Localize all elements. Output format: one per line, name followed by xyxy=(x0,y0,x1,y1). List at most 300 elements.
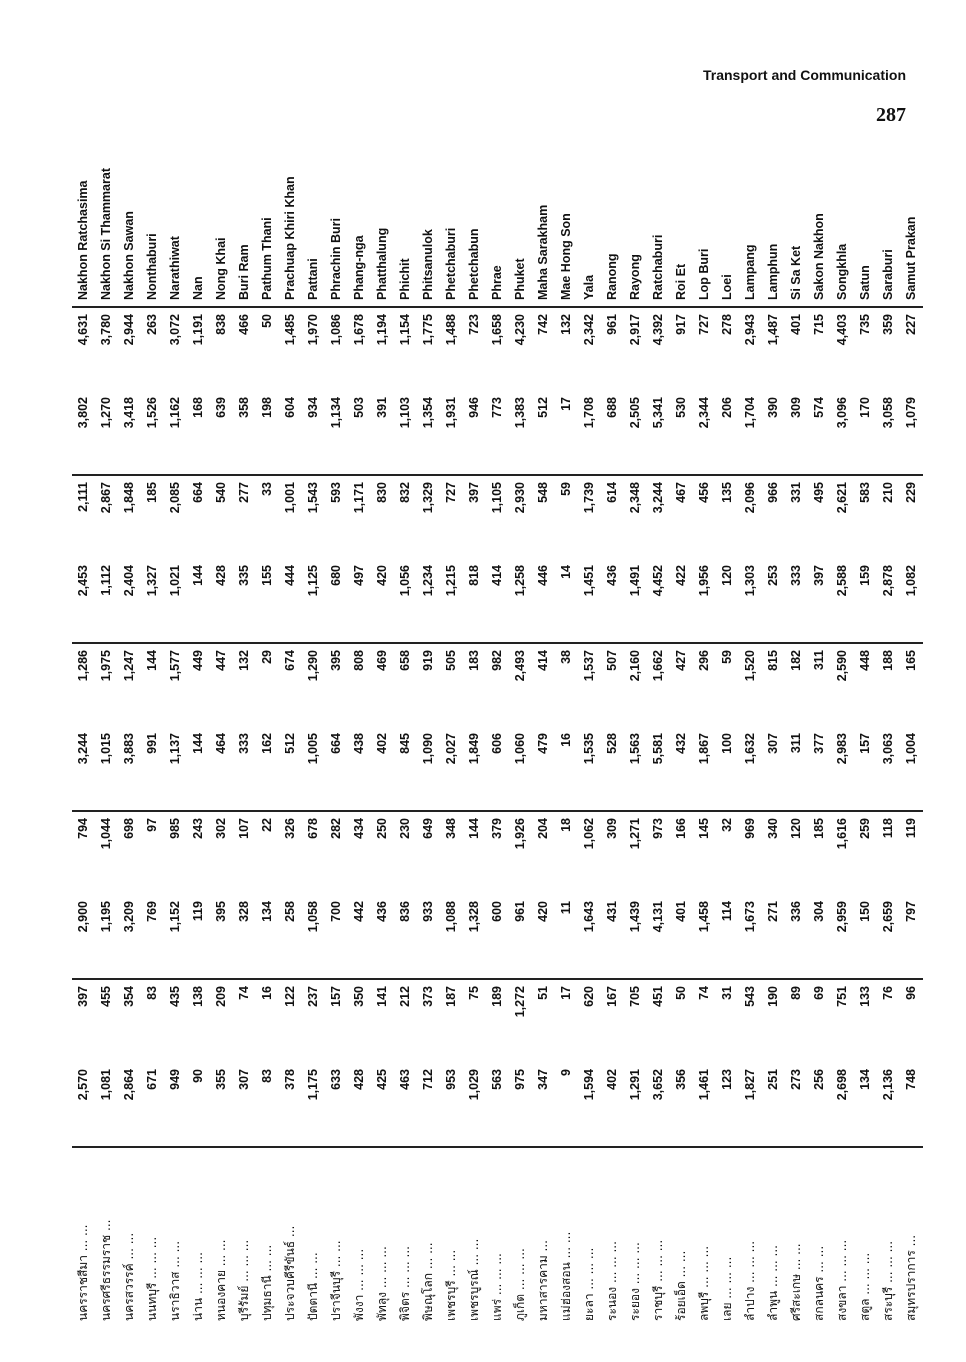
table-body xyxy=(72,85,923,1327)
value-cell: 438 xyxy=(348,727,371,811)
table-row xyxy=(555,85,578,1327)
province-english-name: Mae Hong Son xyxy=(555,85,578,307)
province-english-name: Phetchaburi xyxy=(440,85,463,307)
value-cell: 50 xyxy=(260,314,274,328)
value-cell: 359 xyxy=(881,314,895,335)
value-cell: 1,329 xyxy=(421,482,435,514)
value-cell: 934 xyxy=(302,391,325,475)
value-cell: 1,461 xyxy=(693,1063,716,1147)
value-cell: 3,063 xyxy=(877,727,900,811)
value-cell: 51 xyxy=(536,986,550,1000)
value-cell: 1,015 xyxy=(95,727,118,811)
table-row xyxy=(210,85,233,1327)
value-cell: 3,244 xyxy=(72,727,95,811)
value-cell: 1,485 xyxy=(283,314,297,346)
value-cell: 2,348 xyxy=(628,482,642,514)
value-cell: 397 xyxy=(467,482,481,503)
value-cell: 132 xyxy=(559,314,573,335)
table-row xyxy=(601,85,624,1327)
value-cell: 170 xyxy=(854,391,877,475)
value-cell: 425 xyxy=(371,1063,394,1147)
value-cell: 373 xyxy=(421,986,435,1007)
value-cell: 256 xyxy=(808,1063,831,1147)
table-row xyxy=(831,85,854,1327)
province-english-name: Lamphun xyxy=(762,85,785,307)
value-cell: 422 xyxy=(670,559,693,643)
value-cell: 469 xyxy=(375,650,389,671)
value-cell: 2,570 xyxy=(72,1063,95,1147)
value-cell: 671 xyxy=(141,1063,164,1147)
value-cell: 427 xyxy=(674,650,688,671)
value-cell: 1,616 xyxy=(835,818,849,850)
value-cell: 1,488 xyxy=(444,314,458,346)
table-row xyxy=(164,85,187,1327)
value-cell: 953 xyxy=(440,1063,463,1147)
value-cell: 9 xyxy=(555,1063,578,1147)
table-row xyxy=(509,85,532,1327)
value-cell: 123 xyxy=(716,1063,739,1147)
page-number: 287 xyxy=(876,104,906,126)
value-cell: 1,849 xyxy=(463,727,486,811)
value-cell: 3,780 xyxy=(99,314,113,346)
value-cell: 2,344 xyxy=(693,391,716,475)
value-cell: 2,453 xyxy=(72,559,95,643)
value-cell: 1,152 xyxy=(164,895,187,979)
value-cell: 1,526 xyxy=(141,391,164,475)
value-cell: 309 xyxy=(605,818,619,839)
value-cell: 633 xyxy=(325,1063,348,1147)
value-cell: 188 xyxy=(881,650,895,671)
table-row xyxy=(371,85,394,1327)
value-cell: 3,244 xyxy=(651,482,665,514)
value-cell: 444 xyxy=(279,559,302,643)
value-cell: 991 xyxy=(141,727,164,811)
value-cell: 377 xyxy=(808,727,831,811)
table-row xyxy=(187,85,210,1327)
value-cell: 1,643 xyxy=(578,895,601,979)
value-cell: 614 xyxy=(605,482,619,503)
province-english-name: Nakhon Sawan xyxy=(118,85,141,307)
province-english-name: Phitsanulok xyxy=(417,85,440,307)
value-cell: 583 xyxy=(858,482,872,503)
province-english-name: Narathiwat xyxy=(164,85,187,307)
value-cell: 11 xyxy=(555,895,578,979)
value-cell: 348 xyxy=(444,818,458,839)
value-cell: 118 xyxy=(881,818,895,839)
province-english-name: Phang-nga xyxy=(348,85,371,307)
value-cell: 309 xyxy=(785,391,808,475)
value-cell: 3,802 xyxy=(72,391,95,475)
province-thai-name: เลย ... ... ... xyxy=(720,1256,734,1321)
value-cell: 1,291 xyxy=(624,1063,647,1147)
value-cell: 464 xyxy=(210,727,233,811)
value-cell: 434 xyxy=(352,818,366,839)
value-cell: 157 xyxy=(329,986,343,1007)
value-cell: 649 xyxy=(421,818,435,839)
value-cell: 397 xyxy=(76,986,90,1007)
province-english-name: Roi Et xyxy=(670,85,693,307)
value-cell: 1,451 xyxy=(578,559,601,643)
province-english-name: Si Sa Ket xyxy=(785,85,808,307)
value-cell: 4,230 xyxy=(513,314,527,346)
province-english-name: Pathum Thani xyxy=(256,85,279,307)
value-cell: 1,105 xyxy=(490,482,504,514)
value-cell: 1,290 xyxy=(306,650,320,682)
value-cell: 723 xyxy=(467,314,481,335)
value-cell: 448 xyxy=(858,650,872,671)
value-cell: 335 xyxy=(233,559,256,643)
value-cell: 16 xyxy=(260,986,274,1000)
value-cell: 278 xyxy=(720,314,734,335)
value-cell: 2,659 xyxy=(877,895,900,979)
value-cell: 436 xyxy=(371,895,394,979)
value-cell: 347 xyxy=(532,1063,555,1147)
table-row xyxy=(417,85,440,1327)
province-thai-name: นครราชสีมา ... ... xyxy=(76,1224,90,1321)
value-cell: 543 xyxy=(743,986,757,1007)
province-english-name: Phrachin Buri xyxy=(325,85,348,307)
table-row xyxy=(279,85,302,1327)
value-cell: 144 xyxy=(145,650,159,671)
province-thai-name: ประจวบคีรีขันธ์ ... xyxy=(283,1225,297,1321)
table-row xyxy=(716,85,739,1327)
table-row xyxy=(233,85,256,1327)
value-cell: 16 xyxy=(555,727,578,811)
value-cell: 1,134 xyxy=(325,391,348,475)
province-english-name: Phetchabun xyxy=(463,85,486,307)
value-cell: 189 xyxy=(490,986,504,1007)
value-cell: 326 xyxy=(283,818,297,839)
value-cell: 512 xyxy=(532,391,555,475)
value-cell: 1,082 xyxy=(900,559,923,643)
value-cell: 919 xyxy=(421,650,435,671)
value-cell: 1,081 xyxy=(95,1063,118,1147)
value-cell: 204 xyxy=(536,818,550,839)
table-row xyxy=(693,85,716,1327)
value-cell: 198 xyxy=(256,391,279,475)
value-cell: 1,195 xyxy=(95,895,118,979)
value-cell: 961 xyxy=(605,314,619,335)
value-cell: 2,027 xyxy=(440,727,463,811)
table-row xyxy=(95,85,118,1327)
table-row xyxy=(785,85,808,1327)
province-english-name: Lampang xyxy=(739,85,762,307)
value-cell: 119 xyxy=(904,818,918,839)
province-thai-name: สระบุรี ... ... ... xyxy=(881,1240,895,1321)
table-row xyxy=(877,85,900,1327)
value-cell: 336 xyxy=(785,895,808,979)
value-cell: 2,505 xyxy=(624,391,647,475)
province-thai-name: ระนอง ... ... ... xyxy=(605,1241,619,1321)
value-cell: 3,883 xyxy=(118,727,141,811)
value-cell: 356 xyxy=(670,1063,693,1147)
value-cell: 1,594 xyxy=(578,1063,601,1147)
rotated-table-container xyxy=(72,135,918,1327)
value-cell: 253 xyxy=(762,559,785,643)
value-cell: 1,543 xyxy=(306,482,320,514)
value-cell: 1,662 xyxy=(651,650,665,682)
value-cell: 1,848 xyxy=(122,482,136,514)
value-cell: 32 xyxy=(720,818,734,832)
province-thai-name: สมุทรปราการ ... xyxy=(904,1234,918,1321)
value-cell: 3,096 xyxy=(831,391,854,475)
value-cell: 185 xyxy=(145,482,159,503)
province-thai-name: แม่ฮ่องสอน ... ... xyxy=(559,1231,573,1321)
value-cell: 74 xyxy=(237,986,251,1000)
value-cell: 120 xyxy=(716,559,739,643)
value-cell: 678 xyxy=(306,818,320,839)
value-cell: 107 xyxy=(237,818,251,839)
value-cell: 354 xyxy=(122,986,136,1007)
value-cell: 727 xyxy=(697,314,711,335)
value-cell: 5,341 xyxy=(647,391,670,475)
value-cell: 1,867 xyxy=(693,727,716,811)
value-cell: 304 xyxy=(808,895,831,979)
province-thai-name: นครสวรรค์ ... ... xyxy=(122,1232,136,1321)
value-cell: 119 xyxy=(187,895,210,979)
value-cell: 2,136 xyxy=(877,1063,900,1147)
value-cell: 1,704 xyxy=(739,391,762,475)
value-cell: 845 xyxy=(394,727,417,811)
value-cell: 18 xyxy=(559,818,573,832)
table-row xyxy=(762,85,785,1327)
province-english-name: Pattani xyxy=(302,85,325,307)
value-cell: 1,029 xyxy=(463,1063,486,1147)
value-cell: 83 xyxy=(145,986,159,1000)
value-cell: 432 xyxy=(670,727,693,811)
table-row xyxy=(141,85,164,1327)
value-cell: 182 xyxy=(789,650,803,671)
province-english-name: Nonthaburi xyxy=(141,85,164,307)
value-cell: 797 xyxy=(900,895,923,979)
value-cell: 466 xyxy=(237,314,251,335)
province-thai-name: ระยอง ... ... ... xyxy=(628,1242,642,1321)
table-row xyxy=(118,85,141,1327)
value-cell: 273 xyxy=(785,1063,808,1147)
table-row xyxy=(302,85,325,1327)
value-cell: 700 xyxy=(325,895,348,979)
value-cell: 145 xyxy=(697,818,711,839)
province-english-name: Saraburi xyxy=(877,85,900,307)
value-cell: 187 xyxy=(444,986,458,1007)
value-cell: 96 xyxy=(904,986,918,1000)
value-cell: 735 xyxy=(858,314,872,335)
table-row xyxy=(440,85,463,1327)
value-cell: 946 xyxy=(463,391,486,475)
value-cell: 664 xyxy=(191,482,205,503)
value-cell: 1,926 xyxy=(513,818,527,850)
value-cell: 966 xyxy=(766,482,780,503)
value-cell: 1,215 xyxy=(440,559,463,643)
value-cell: 76 xyxy=(881,986,895,1000)
value-cell: 604 xyxy=(279,391,302,475)
value-cell: 1,827 xyxy=(739,1063,762,1147)
value-cell: 1,058 xyxy=(302,895,325,979)
province-thai-name: ลพบุรี ... ... ... xyxy=(697,1245,711,1321)
value-cell: 1,537 xyxy=(582,650,596,682)
value-cell: 390 xyxy=(762,391,785,475)
value-cell: 358 xyxy=(233,391,256,475)
province-english-name: Lop Buri xyxy=(693,85,716,307)
value-cell: 620 xyxy=(582,986,596,1007)
value-cell: 307 xyxy=(233,1063,256,1147)
value-cell: 263 xyxy=(145,314,159,335)
value-cell: 715 xyxy=(812,314,826,335)
value-cell: 150 xyxy=(854,895,877,979)
value-cell: 742 xyxy=(536,314,550,335)
value-cell: 155 xyxy=(256,559,279,643)
value-cell: 397 xyxy=(808,559,831,643)
value-cell: 157 xyxy=(854,727,877,811)
value-cell: 2,621 xyxy=(835,482,849,514)
value-cell: 1,005 xyxy=(302,727,325,811)
value-cell: 1,673 xyxy=(739,895,762,979)
value-cell: 350 xyxy=(352,986,366,1007)
table-row xyxy=(578,85,601,1327)
value-cell: 167 xyxy=(605,986,619,1007)
value-cell: 328 xyxy=(233,895,256,979)
value-cell: 391 xyxy=(371,391,394,475)
value-cell: 1,956 xyxy=(693,559,716,643)
province-thai-name: นครศรีธรรมราช ... xyxy=(99,1219,113,1321)
value-cell: 185 xyxy=(812,818,826,839)
value-cell: 815 xyxy=(766,650,780,671)
value-cell: 2,342 xyxy=(582,314,596,346)
value-cell: 600 xyxy=(486,895,509,979)
value-cell: 212 xyxy=(398,986,412,1007)
value-cell: 402 xyxy=(601,1063,624,1147)
value-cell: 134 xyxy=(256,895,279,979)
value-cell: 1,975 xyxy=(99,650,113,682)
value-cell: 17 xyxy=(555,391,578,475)
value-cell: 258 xyxy=(279,895,302,979)
value-cell: 250 xyxy=(375,818,389,839)
value-cell: 1,103 xyxy=(394,391,417,475)
table-row xyxy=(854,85,877,1327)
value-cell: 1,191 xyxy=(191,314,205,346)
value-cell: 455 xyxy=(99,986,113,1007)
value-cell: 14 xyxy=(555,559,578,643)
value-cell: 705 xyxy=(628,986,642,1007)
value-cell: 1,632 xyxy=(739,727,762,811)
province-english-name: Loei xyxy=(716,85,739,307)
value-cell: 1,327 xyxy=(141,559,164,643)
value-cell: 1,194 xyxy=(375,314,389,346)
value-cell: 446 xyxy=(532,559,555,643)
value-cell: 29 xyxy=(260,650,274,664)
value-cell: 340 xyxy=(766,818,780,839)
value-cell: 917 xyxy=(674,314,688,335)
province-thai-name: ลำพูน ... ... ... xyxy=(766,1245,780,1321)
value-cell: 209 xyxy=(214,986,228,1007)
value-cell: 674 xyxy=(283,650,297,671)
value-cell: 210 xyxy=(881,482,895,503)
value-cell: 1,286 xyxy=(76,650,90,682)
value-cell: 1,021 xyxy=(164,559,187,643)
value-cell: 190 xyxy=(766,986,780,1007)
province-english-name: Prachuap Khiri Khan xyxy=(279,85,302,307)
value-cell: 3,418 xyxy=(118,391,141,475)
value-cell: 1,162 xyxy=(164,391,187,475)
value-cell: 59 xyxy=(559,482,573,496)
value-cell: 4,403 xyxy=(835,314,849,346)
value-cell: 1,044 xyxy=(99,818,113,850)
value-cell: 22 xyxy=(260,818,274,832)
value-cell: 333 xyxy=(785,559,808,643)
province-english-name: Ratchaburi xyxy=(647,85,670,307)
value-cell: 3,209 xyxy=(118,895,141,979)
province-thai-name: พิจิตร ... ... ... xyxy=(398,1246,412,1321)
value-cell: 2,698 xyxy=(831,1063,854,1147)
table-row xyxy=(532,85,555,1327)
value-cell: 497 xyxy=(348,559,371,643)
table-row xyxy=(486,85,509,1327)
value-cell: 333 xyxy=(233,727,256,811)
value-cell: 748 xyxy=(900,1063,923,1147)
value-cell: 664 xyxy=(325,727,348,811)
province-english-name: Phatthalung xyxy=(371,85,394,307)
province-english-name: Songkhla xyxy=(831,85,854,307)
province-thai-name: ปัตตานี ... ... xyxy=(306,1252,320,1321)
value-cell: 2,493 xyxy=(513,650,527,682)
value-cell: 2,867 xyxy=(99,482,113,514)
value-cell: 2,160 xyxy=(628,650,642,682)
province-thai-name: ร้อยเอ็ด ... ... xyxy=(674,1250,688,1321)
value-cell: 698 xyxy=(122,818,136,839)
value-cell: 4,131 xyxy=(647,895,670,979)
value-cell: 311 xyxy=(785,727,808,811)
value-cell: 3,058 xyxy=(877,391,900,475)
value-cell: 574 xyxy=(808,391,831,475)
value-cell: 1,272 xyxy=(513,986,527,1018)
value-cell: 237 xyxy=(306,986,320,1007)
value-cell: 495 xyxy=(812,482,826,503)
value-cell: 1,658 xyxy=(490,314,504,346)
value-cell: 2,983 xyxy=(831,727,854,811)
value-cell: 2,085 xyxy=(168,482,182,514)
province-english-name: Nakhon Ratchasima xyxy=(72,85,95,307)
value-cell: 83 xyxy=(256,1063,279,1147)
value-cell: 311 xyxy=(812,650,826,671)
province-thai-name: มหาสารคาม ... xyxy=(536,1240,550,1321)
value-cell: 162 xyxy=(256,727,279,811)
value-cell: 144 xyxy=(187,559,210,643)
table-row xyxy=(325,85,348,1327)
value-cell: 507 xyxy=(605,650,619,671)
value-cell: 449 xyxy=(191,650,205,671)
table-row xyxy=(670,85,693,1327)
province-thai-name: ยะลา ... ... ... xyxy=(582,1247,596,1321)
value-cell: 1,487 xyxy=(766,314,780,346)
value-cell: 1,458 xyxy=(693,895,716,979)
province-english-name: Yala xyxy=(578,85,601,307)
value-cell: 1,328 xyxy=(463,895,486,979)
province-english-name: Samut Prakan xyxy=(900,85,923,307)
value-cell: 773 xyxy=(486,391,509,475)
value-cell: 593 xyxy=(329,482,343,503)
value-cell: 428 xyxy=(348,1063,371,1147)
value-cell: 33 xyxy=(260,482,274,496)
province-statistics-table xyxy=(72,85,923,1327)
value-cell: 69 xyxy=(812,986,826,1000)
value-cell: 378 xyxy=(279,1063,302,1147)
value-cell: 168 xyxy=(187,391,210,475)
value-cell: 1,171 xyxy=(352,482,366,514)
value-cell: 2,943 xyxy=(743,314,757,346)
value-cell: 331 xyxy=(789,482,803,503)
value-cell: 402 xyxy=(371,727,394,811)
value-cell: 451 xyxy=(651,986,665,1007)
